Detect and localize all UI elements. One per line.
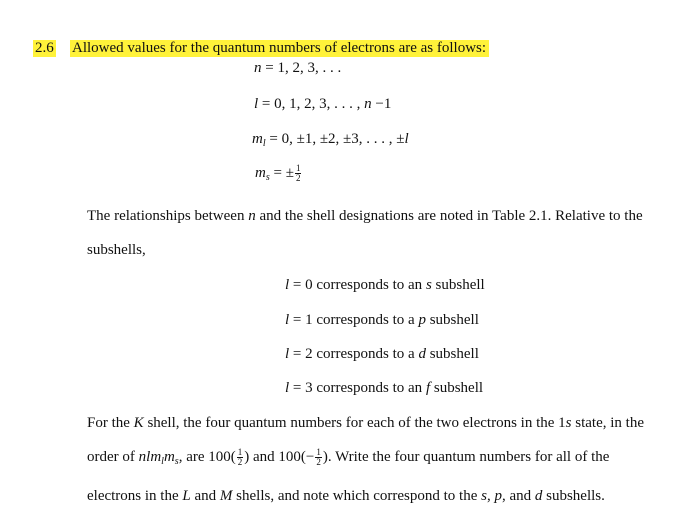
- paragraph-k-shell: [87, 406, 644, 513]
- subshell-s-line: l = 0 corresponds to an s subshell: [285, 277, 485, 293]
- paragraph1-line2: subshells,: [87, 242, 146, 258]
- fraction-minus-half: $\frac{1}{2}$: [316, 447, 321, 468]
- equation-ms: $m_s$ = ± $\frac{1}{2}$: [255, 163, 301, 183]
- paragraph2-line2: order of $nlm_lm_s$, are 100( $\frac{1}{2}$ ) and 100(− $\frac{1}{2}$ ). Write the four quantum numbers for all of the: [87, 447, 610, 468]
- problem-number: 2.6: [35, 40, 54, 56]
- subshell-f-line: l = 3 corresponds to an f subshell: [285, 380, 484, 396]
- fraction-plus-half: $\frac{1}{2}$: [237, 447, 243, 468]
- paragraph1-line1: The relationships between n and the shell designations are noted in Table 2.1. Relative to the: [87, 208, 643, 224]
- paragraph2-line1: For the K shell, the four quantum numbers for each of the two electrons in the 1s state, in the: [87, 415, 644, 431]
- equation-l: l = 0, 1, 2, 3, . . . , n −1: [254, 96, 392, 112]
- paragraph-relationships: [87, 199, 643, 267]
- equation-n: n = 1, 2, 3, . . .: [254, 60, 342, 76]
- fraction-half: $\frac{1}{2}$: [295, 163, 301, 183]
- subshell-d-line: l = 2 corresponds to a d subshell: [285, 346, 479, 362]
- paragraph2-line3: electrons in the L and M shells, and note which correspond to the s, p, and d subshells.: [87, 488, 605, 504]
- subshell-p-line: l = 1 corresponds to a p subshell: [285, 312, 479, 328]
- problem-title: Allowed values for the quantum numbers of electrons are as follows:: [70, 40, 489, 57]
- equation-ml: $m_l = 0$, ±1, ±2, ±3, . . . , ±l: [252, 131, 409, 149]
